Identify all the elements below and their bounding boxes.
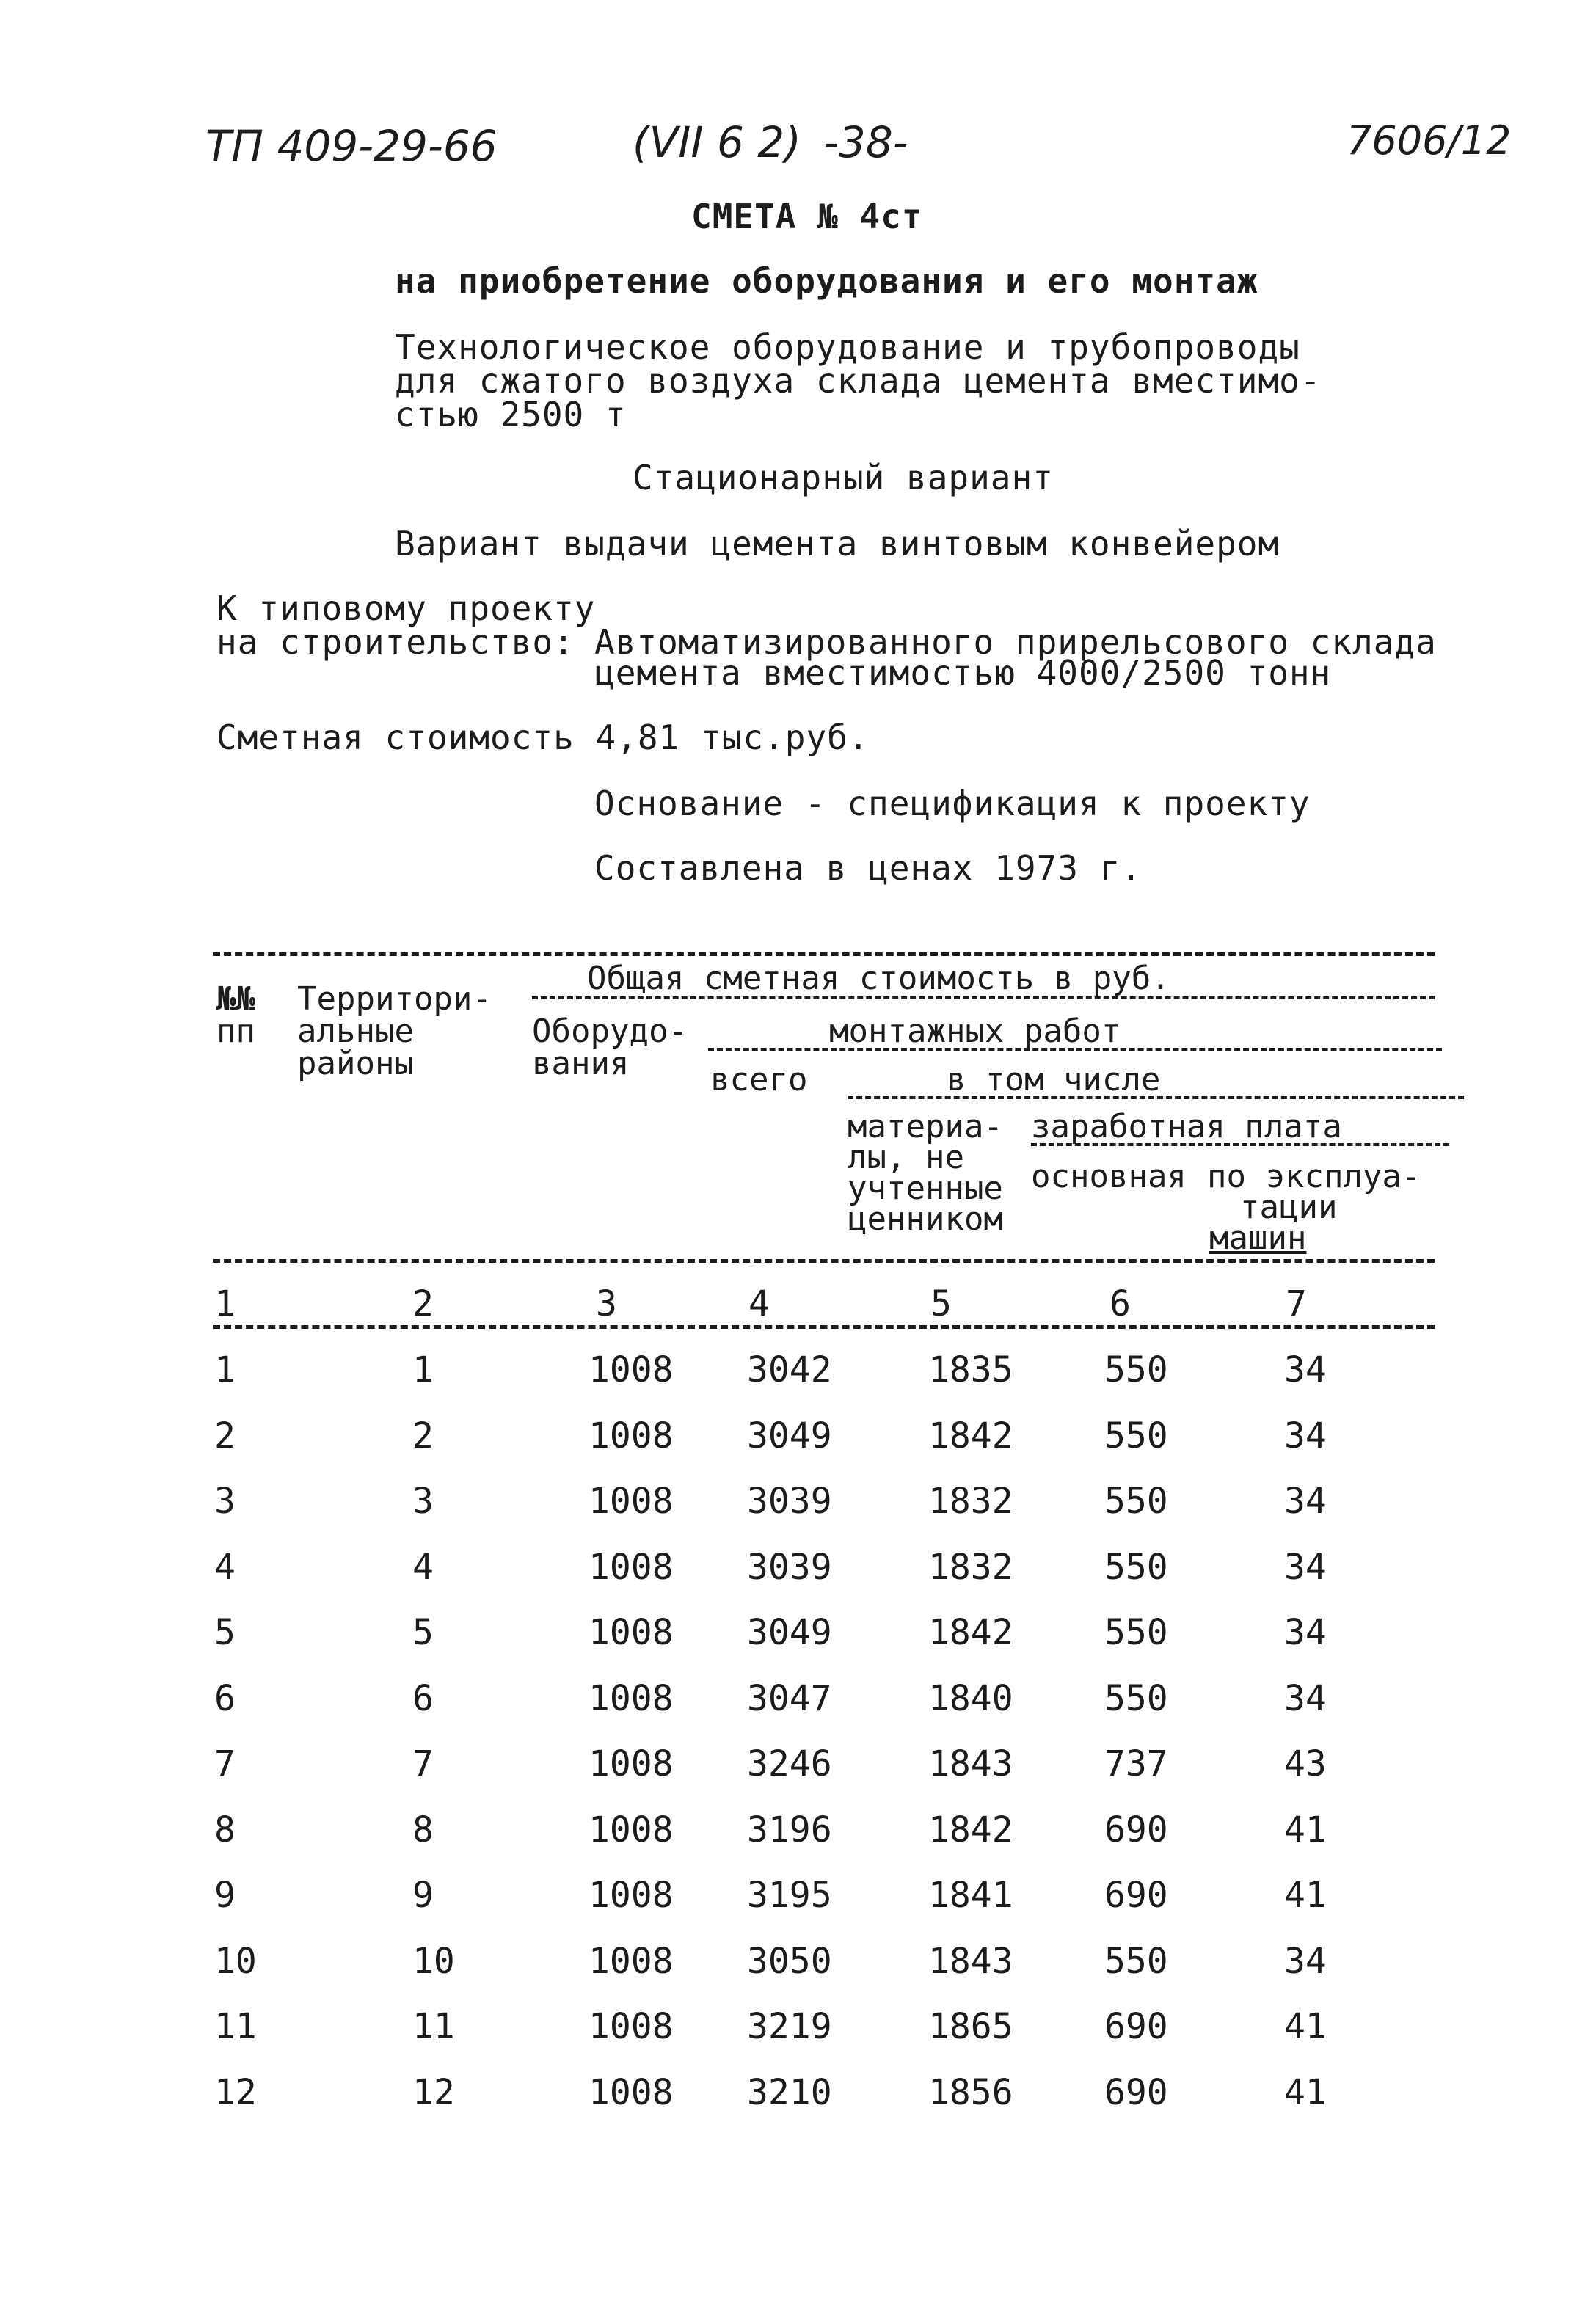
installation-total-cell: 3049 [747,1612,832,1653]
header-machine-line-1: по эксплуа- [1207,1158,1421,1195]
header-region-line-1: Территори- [297,980,492,1018]
machine-wages-cell: 34 [1284,1677,1327,1719]
materials-cell: 1865 [928,2006,1013,2047]
installation-total-cell: 3210 [747,2071,832,2113]
materials-cell: 1856 [928,2071,1013,2113]
estimate-purpose: на приобретение оборудования и его монтаж [395,261,1258,301]
album-reference: (VII 6 2) [633,117,801,167]
basic-wages-cell: 550 [1104,1481,1168,1522]
header-materials-line-3: учтенные [848,1170,1003,1207]
row-number-cell: 7 [214,1743,236,1784]
estimate-basis: Основание - спецификация к проекту [594,784,1311,823]
region-cell: 10 [412,1940,455,1982]
price-year: Составлена в ценах 1973 г. [594,848,1143,888]
variant-label: Стационарный вариант [633,458,1054,497]
archive-number: 7606/12 [1347,117,1512,164]
machine-wages-cell: 43 [1284,1743,1327,1784]
header-installation: монтажных работ [829,1013,1121,1050]
machine-wages-cell: 34 [1284,1349,1327,1390]
region-cell: 9 [412,1875,434,1916]
header-including-rule [848,1096,1464,1099]
installation-total-cell: 3050 [747,1940,832,1982]
installation-total-cell: 3219 [747,2006,832,2047]
column-number: 7 [1286,1283,1307,1324]
basic-wages-cell: 550 [1104,1349,1168,1390]
basic-wages-cell: 550 [1104,1677,1168,1719]
materials-cell: 1835 [928,1349,1013,1390]
machine-wages-cell: 34 [1284,1481,1327,1522]
basic-wages-cell: 550 [1104,1612,1168,1653]
row-number-cell: 12 [214,2071,257,2113]
header-basic-wages: основная [1031,1158,1187,1195]
basic-wages-cell: 550 [1104,1415,1168,1456]
region-cell: 4 [412,1546,434,1588]
materials-cell: 1842 [928,1415,1013,1456]
basic-wages-cell: 690 [1104,2006,1168,2047]
equipment-cost-cell: 1008 [589,2071,674,2113]
installation-total-cell: 3196 [747,1809,832,1850]
basic-wages-cell: 690 [1104,1875,1168,1916]
materials-cell: 1842 [928,1612,1013,1653]
row-number-cell: 5 [214,1612,236,1653]
column-number: 1 [214,1283,236,1324]
equipment-cost-cell: 1008 [589,1743,674,1784]
header-num-line-2: пп [216,1013,255,1050]
basic-wages-cell: 690 [1104,1809,1168,1850]
header-num-line-1: №№ [216,980,255,1018]
header-total-cost-rule [532,996,1435,999]
table-row [0,1614,1596,1658]
materials-cell: 1842 [928,1809,1013,1850]
materials-cell: 1843 [928,1743,1013,1784]
equipment-cost-cell: 1008 [589,1415,674,1456]
project-name-line-2: цемента вместимостью 4000/2500 тонн [594,653,1332,693]
row-number-cell: 11 [214,2006,257,2047]
machine-wages-cell: 34 [1284,1546,1327,1588]
row-number-cell: 6 [214,1677,236,1719]
region-cell: 6 [412,1677,434,1719]
header-materials-line-2: лы, не [848,1139,964,1176]
materials-cell: 1832 [928,1546,1013,1588]
header-including: в том числе [947,1061,1161,1098]
header-machine-line-2: тации [1240,1189,1338,1226]
machine-wages-cell: 41 [1284,1809,1327,1850]
header-materials-line-4: ценником [848,1200,1003,1238]
materials-cell: 1843 [928,1940,1013,1982]
equipment-cost-cell: 1008 [589,1875,674,1916]
region-cell: 8 [412,1809,434,1850]
table-row [0,1546,1596,1593]
row-number-cell: 3 [214,1481,236,1522]
estimate-title: СМЕТА № 4ст [691,197,923,236]
description-line-3: стью 2500 т [395,395,627,434]
region-cell: 1 [412,1349,434,1390]
installation-total-cell: 3047 [747,1677,832,1719]
table-row [0,1349,1596,1396]
region-cell: 2 [412,1415,434,1456]
table-row [0,1809,1596,1856]
equipment-cost-cell: 1008 [589,1612,674,1653]
header-installation-rule [708,1048,1442,1051]
header-region-line-2: альные [297,1013,414,1050]
basic-wages-cell: 550 [1104,1546,1168,1588]
installation-total-cell: 3042 [747,1349,832,1390]
column-number: 4 [748,1283,770,1324]
equipment-cost-cell: 1008 [589,1677,674,1719]
estimated-cost: Сметная стоимость 4,81 тыс.руб. [216,718,870,757]
header-wages: заработная плата [1031,1108,1342,1145]
table-top-rule [213,952,1435,956]
table-row [0,1743,1596,1790]
page-number: -38- [823,117,908,167]
region-cell: 7 [412,1743,434,1784]
basic-wages-cell: 690 [1104,2071,1168,2113]
column-number: 3 [596,1283,617,1324]
installation-total-cell: 3049 [747,1415,832,1456]
materials-cell: 1841 [928,1875,1013,1916]
row-number-cell: 2 [214,1415,236,1456]
installation-total-cell: 3039 [747,1481,832,1522]
machine-wages-cell: 41 [1284,2071,1327,2113]
region-cell: 11 [412,2006,455,2047]
column-number-row [0,1283,1596,1330]
header-region-line-3: районы [297,1045,414,1082]
machine-wages-cell: 41 [1284,1875,1327,1916]
table-row [0,1877,1596,1921]
machine-wages-cell: 41 [1284,2006,1327,2047]
header-materials-line-1: материа- [848,1108,1003,1145]
equipment-cost-cell: 1008 [589,1940,674,1982]
installation-total-cell: 3039 [747,1546,832,1588]
equipment-cost-cell: 1008 [589,2006,674,2047]
table-row [0,1940,1596,1987]
materials-cell: 1832 [928,1481,1013,1522]
header-installation-total: всего [710,1061,808,1098]
column-number: 6 [1109,1283,1131,1324]
header-total-cost: Общая сметная стоимость в руб. [587,960,1170,997]
table-row [0,1483,1596,1527]
machine-wages-cell: 34 [1284,1415,1327,1456]
basic-wages-cell: 550 [1104,1940,1168,1982]
row-number-cell: 9 [214,1875,236,1916]
header-machine-line-3: машин [1209,1219,1307,1257]
column-number-rule [213,1325,1435,1329]
project-code: ТП 409-29-66 [205,121,498,171]
row-number-cell: 10 [214,1940,257,1982]
table-row [0,2008,1596,2052]
machine-wages-cell: 34 [1284,1612,1327,1653]
header-wages-rule [1031,1143,1449,1146]
equipment-cost-cell: 1008 [589,1809,674,1850]
installation-total-cell: 3195 [747,1875,832,1916]
project-name-line-1: Автоматизированного прирельсового склада [594,622,1437,662]
header-bottom-rule [213,1259,1435,1263]
table-row [0,2071,1596,2118]
table-row [0,1415,1596,1462]
description-line-2: для сжатого воздуха склада цемента вместимо- [395,361,1322,401]
equipment-cost-cell: 1008 [589,1481,674,1522]
installation-total-cell: 3246 [747,1743,832,1784]
region-cell: 12 [412,2071,455,2113]
column-number: 5 [930,1283,952,1324]
basic-wages-cell: 737 [1104,1743,1168,1784]
header-equipment-line-2: вания [532,1045,630,1082]
equipment-cost-cell: 1008 [589,1546,674,1588]
description-line-1: Технологическое оборудование и трубопроводы [395,327,1300,367]
region-cell: 5 [412,1612,434,1653]
table-row [0,1677,1596,1724]
equipment-cost-cell: 1008 [589,1349,674,1390]
project-label-line-2: на строительство: [216,622,575,662]
region-cell: 3 [412,1481,434,1522]
materials-cell: 1840 [928,1677,1013,1719]
row-number-cell: 8 [214,1809,236,1850]
delivery-variant: Вариант выдачи цемента винтовым конвейером [395,524,1280,564]
column-number: 2 [412,1283,434,1324]
header-equipment-line-1: Оборудо- [532,1013,688,1050]
row-number-cell: 1 [214,1349,236,1390]
project-label-line-1: К типовому проекту [216,588,596,628]
row-number-cell: 4 [214,1546,236,1588]
machine-wages-cell: 34 [1284,1940,1327,1982]
